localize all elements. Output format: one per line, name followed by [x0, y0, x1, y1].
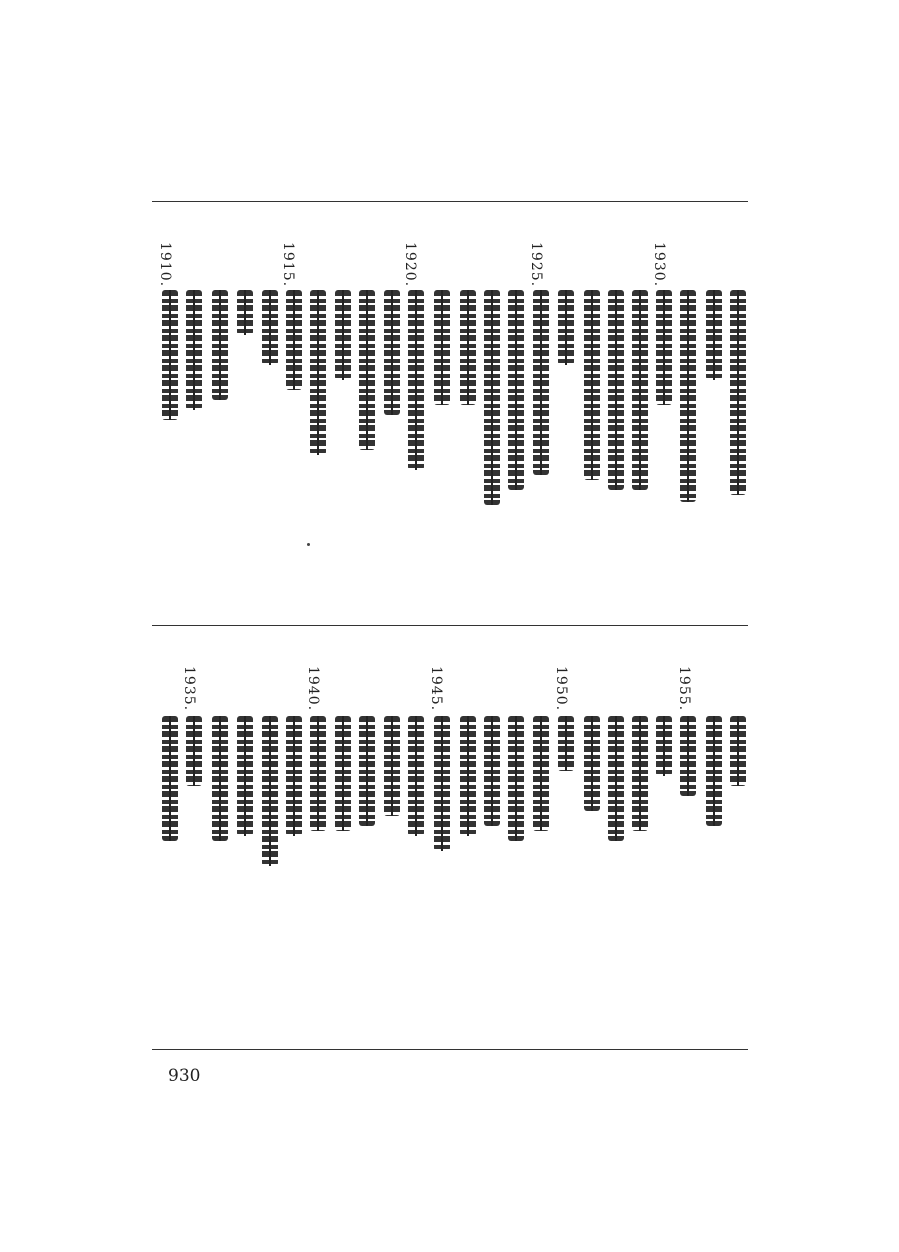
script-line	[384, 290, 400, 415]
year-marker: 1945.	[428, 666, 444, 712]
script-line	[408, 716, 424, 836]
script-line	[262, 716, 278, 866]
year-marker: 1955.	[676, 666, 692, 712]
script-line	[484, 290, 500, 505]
script-line	[434, 716, 450, 851]
script-line	[212, 290, 228, 400]
script-line	[730, 716, 746, 786]
script-line	[460, 290, 476, 405]
script-line	[286, 716, 302, 836]
bottom-rule	[152, 1049, 748, 1050]
script-line	[508, 716, 524, 841]
script-line	[584, 290, 600, 480]
script-line	[310, 290, 326, 455]
script-line	[384, 716, 400, 816]
script-line	[533, 290, 549, 475]
script-line	[162, 716, 178, 841]
script-line	[508, 290, 524, 490]
top-rule	[152, 201, 748, 202]
stray-dot	[307, 543, 310, 546]
script-line	[237, 716, 253, 836]
script-line	[262, 290, 278, 365]
year-marker: 1950.	[553, 666, 569, 712]
year-marker: 1930.	[651, 242, 667, 288]
script-line	[558, 290, 574, 365]
year-marker: 1910.	[157, 242, 173, 288]
script-line	[460, 716, 476, 836]
script-line	[632, 716, 648, 831]
script-line	[237, 290, 253, 335]
script-line	[706, 290, 722, 380]
script-line	[680, 290, 696, 502]
script-line	[656, 716, 672, 776]
script-line	[186, 290, 202, 410]
script-line	[186, 716, 202, 786]
script-line	[162, 290, 178, 420]
year-marker: 1915.	[280, 242, 296, 288]
script-line	[335, 290, 351, 380]
script-line	[359, 290, 375, 450]
year-marker: 1920.	[402, 242, 418, 288]
script-line	[608, 290, 624, 490]
script-line	[706, 716, 722, 826]
page-number: 930	[168, 1066, 201, 1086]
script-line	[730, 290, 746, 495]
year-marker: 1935.	[181, 666, 197, 712]
script-line	[212, 716, 228, 841]
script-line	[335, 716, 351, 831]
script-line	[484, 716, 500, 826]
script-line	[608, 716, 624, 841]
year-marker: 1925.	[528, 242, 544, 288]
script-line	[533, 716, 549, 831]
script-line	[408, 290, 424, 470]
script-line	[359, 716, 375, 826]
script-line	[558, 716, 574, 771]
script-line	[656, 290, 672, 405]
script-line	[680, 716, 696, 796]
year-marker: 1940.	[305, 666, 321, 712]
middle-rule	[152, 625, 748, 626]
script-line	[584, 716, 600, 811]
script-line	[434, 290, 450, 405]
script-line	[286, 290, 302, 390]
script-line	[310, 716, 326, 831]
script-line	[632, 290, 648, 490]
